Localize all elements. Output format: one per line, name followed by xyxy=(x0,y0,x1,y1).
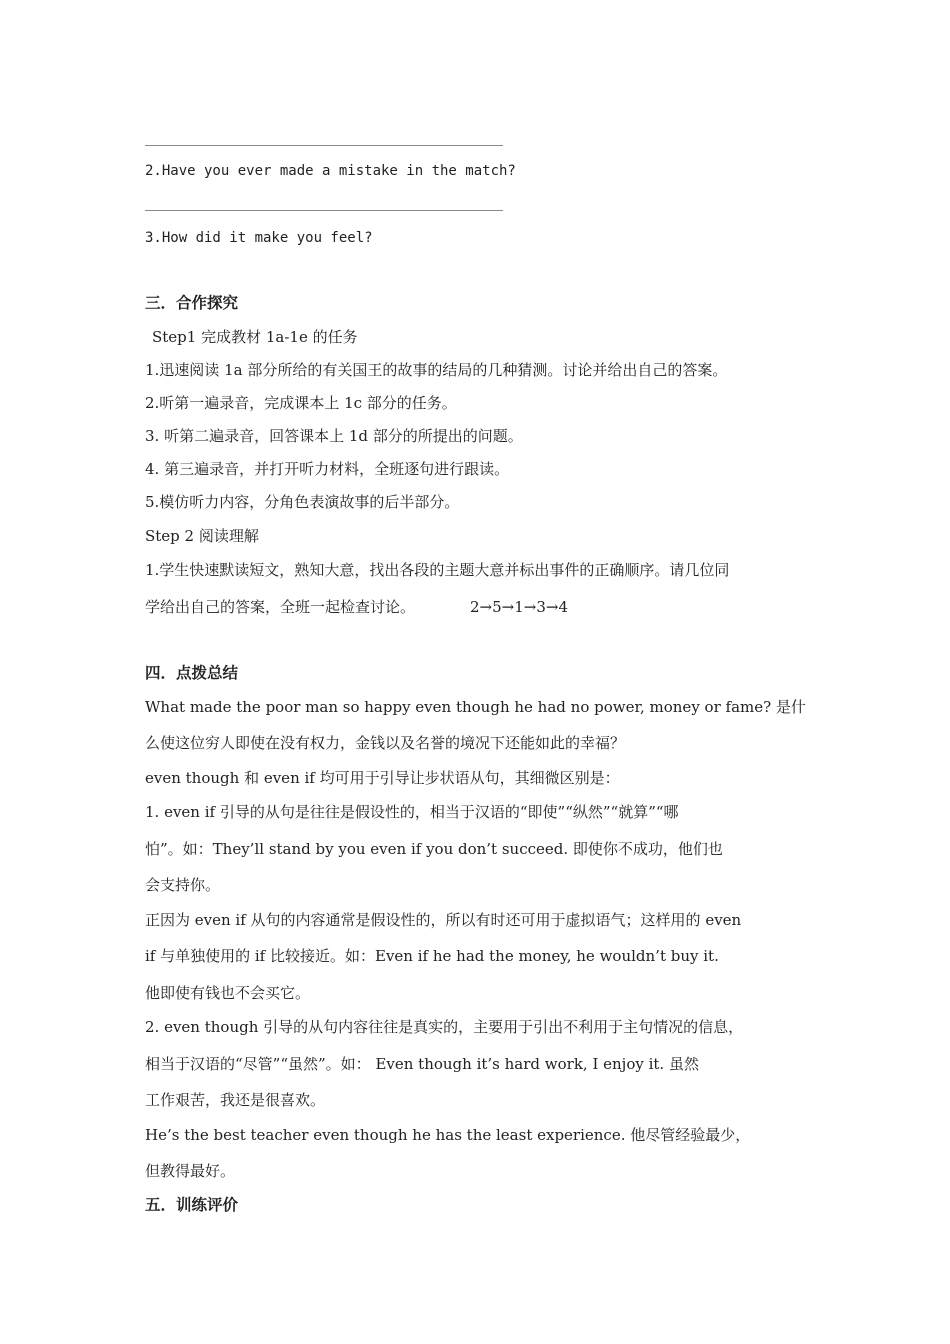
summary-line-5: 怕”。如：They’ll stand by you even if you don’t succeed. 即使你不成功，他们也 xyxy=(145,840,723,858)
answer-line-2 xyxy=(145,210,503,211)
summary-line-6: 会支持你。 xyxy=(145,876,221,894)
step1-item-5: 5.模仿听力内容，分角色表演故事的后半部分。 xyxy=(145,493,460,511)
summary-line-3: even though 和 even if 均可用于引导让步状语从句，其细微区别是： xyxy=(145,769,620,787)
question-3: 3.How did it make you feel? xyxy=(145,230,373,246)
section4-title: 四．点拨总结 xyxy=(145,663,239,682)
paragraph-order: 2→5→1→3→4 xyxy=(470,598,568,616)
step1-item-3: 3. 听第二遍录音，回答课本上 1d 部分的所提出的问题。 xyxy=(145,427,523,445)
summary-line-9: 他即使有钱也不会买它。 xyxy=(145,984,311,1002)
summary-line-2: 么使这位穷人即使在没有权力，金钱以及名誉的境况下还能如此的幸福？ xyxy=(145,734,626,752)
question-2: 2.Have you ever made a mistake in the match? xyxy=(145,163,516,179)
step2-line-1: 1.学生快速默读短文，熟知大意，找出各段的主题大意并标出事件的正确顺序。请几位同 xyxy=(145,561,730,579)
step2-line-2: 学给出自己的答案，全班一起检查讨论。 xyxy=(145,598,416,616)
step1-item-2: 2.听第一遍录音，完成课本上 1c 部分的任务。 xyxy=(145,394,457,412)
summary-line-14: 但教得最好。 xyxy=(145,1162,236,1180)
summary-line-10: 2. even though 引导的从句内容往往是真实的，主要用于引出不利用于主句情况的信息， xyxy=(145,1018,744,1036)
summary-line-12: 工作艰苦，我还是很喜欢。 xyxy=(145,1091,326,1109)
answer-line-1 xyxy=(145,145,503,146)
summary-line-7: 正因为 even if 从句的内容通常是假设性的，所以有时还可用于虚拟语气；这样用的 even xyxy=(145,911,742,929)
summary-line-13: He’s the best teacher even though he has the least experience. 他尽管经验最少， xyxy=(145,1126,751,1144)
section3-title: 三．合作探究 xyxy=(145,293,239,312)
summary-line-11: 相当于汉语的“尽管”“虽然”。如： Even though it’s hard work, I enjoy it. 虽然 xyxy=(145,1055,699,1073)
step2-heading: Step 2 阅读理解 xyxy=(145,527,259,545)
summary-line-4: 1. even if 引导的从句是往往是假设性的，相当于汉语的“即使”“纵然”“就算”“哪 xyxy=(145,803,679,821)
step1-item-1: 1.迅速阅读 1a 部分所给的有关国王的故事的结局的几种猜测。讨论并给出自己的答案。 xyxy=(145,361,728,379)
summary-line-8: if 与单独使用的 if 比较接近。如：Even if he had the money, he wouldn’t buy it. xyxy=(145,947,719,965)
section5-title: 五．训练评价 xyxy=(145,1195,239,1214)
step1-item-4: 4. 第三遍录音，并打开听力材料，全班逐句进行跟读。 xyxy=(145,460,510,478)
summary-line-1: What made the poor man so happy even though he had no power, money or fame? 是什 xyxy=(145,698,806,716)
step1-heading: Step1 完成教材 1a-1e 的任务 xyxy=(152,328,358,346)
